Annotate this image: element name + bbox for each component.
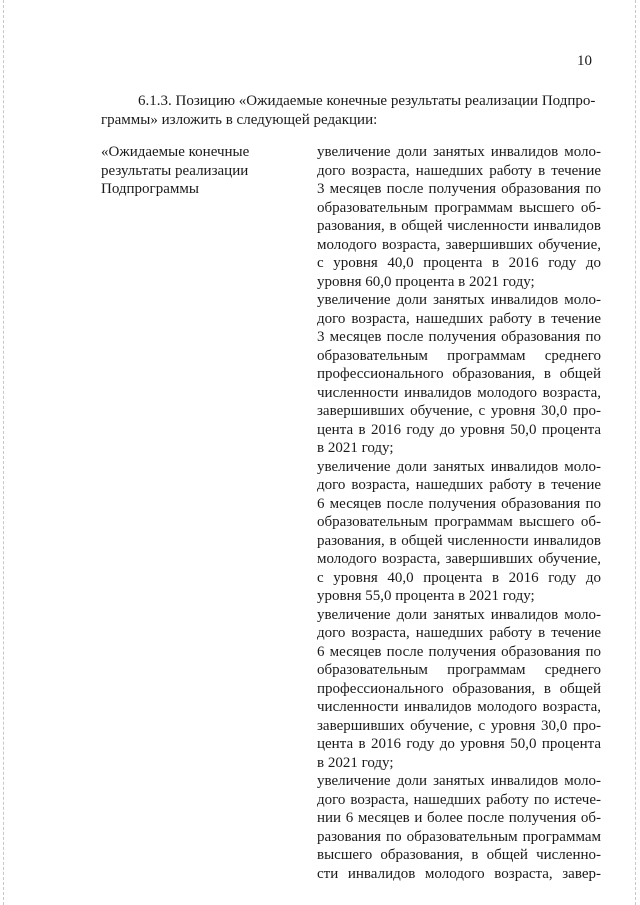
page-number: 10 (577, 53, 592, 69)
result-line: увеличение доли занятых инвалидов моло- (317, 773, 601, 789)
result-line: сти инвалидов молодого возраста, завер- (317, 865, 601, 882)
result-line: образовательным программам среднего (317, 347, 601, 364)
result-line: высшего образования, в общей численно- (317, 847, 601, 863)
result-line: завершивших обучение, с уровня 30,0 про- (317, 717, 601, 734)
position-term (101, 143, 291, 199)
result-line: с уровня 40,0 процента в 2016 году до (317, 255, 601, 271)
result-line: увеличение доли занятых инвалидов моло- (317, 144, 601, 160)
intro-line: 6.1.3. Позицию «Ожидаемые конечные результаты реализации Подпро- (138, 93, 596, 109)
term-line: результаты реализации (101, 162, 249, 179)
result-line: дого возраста, нашедших работу по истече- (317, 791, 601, 808)
result-line: 6 месяцев после получения образования по (317, 643, 601, 660)
result-line: дого возраста, нашедших работу в течение (317, 310, 601, 327)
result-line: дого возраста, нашедших работу в течение (317, 162, 601, 179)
intro-paragraph (101, 92, 601, 129)
intro-line: граммы» изложить в следующей редакции: (101, 111, 378, 128)
result-line: увеличение доли занятых инвалидов моло- (317, 292, 601, 308)
result-line: образовательным программам высшего об- (317, 199, 601, 216)
result-item-5 (317, 772, 601, 883)
result-item-2 (317, 291, 601, 458)
result-line: 6 месяцев после получения образования по (317, 495, 601, 512)
scan-edge-left (3, 0, 4, 905)
scan-edge-right (635, 0, 636, 905)
term-line: «Ожидаемые конечные (101, 144, 250, 160)
result-line: разования по образовательным программам (317, 828, 601, 845)
result-line: молодого возраста, завершивших обучение, (317, 551, 601, 567)
result-line: профессионального образования, в общей (317, 366, 601, 382)
result-line: дого возраста, нашедших работу в течение (317, 477, 601, 493)
term-line: Подпрограммы (101, 181, 199, 197)
result-line: уровня 60,0 процента в 2021 году; (317, 273, 535, 290)
result-item-3 (317, 458, 601, 606)
result-line: увеличение доли занятых инвалидов моло- (317, 458, 601, 475)
result-line: образовательным программам среднего (317, 662, 601, 678)
result-line: увеличение доли занятых инвалидов моло- (317, 606, 601, 623)
result-line: дого возраста, нашедших работу в течение (317, 625, 601, 641)
result-line: разования, в общей численности инвалидов (317, 532, 601, 549)
result-line: цента в 2016 году до уровня 50,0 процента (317, 736, 601, 752)
result-item-1 (317, 143, 601, 291)
result-line: образовательным программам высшего об- (317, 514, 601, 530)
result-line: нии 6 месяцев и более после получения об- (317, 810, 601, 826)
result-line: 3 месяцев после получения образования по (317, 329, 601, 345)
result-line: в 2021 году; (317, 754, 394, 771)
result-line: разования, в общей численности инвалидов (317, 218, 601, 234)
expected-results-list (317, 143, 601, 883)
result-line: молодого возраста, завершивших обучение, (317, 236, 601, 253)
result-line: цента в 2016 году до уровня 50,0 процента (317, 421, 601, 438)
result-line: численности инвалидов молодого возраста, (317, 699, 601, 715)
result-line: в 2021 году; (317, 440, 394, 456)
result-item-4 (317, 606, 601, 773)
result-line: завершивших обучение, с уровня 30,0 про- (317, 403, 601, 419)
result-line: 3 месяцев после получения образования по (317, 181, 601, 197)
result-line: профессионального образования, в общей (317, 680, 601, 697)
result-line: уровня 55,0 процента в 2021 году; (317, 588, 535, 604)
result-line: численности инвалидов молодого возраста, (317, 384, 601, 401)
result-line: с уровня 40,0 процента в 2016 году до (317, 569, 601, 586)
